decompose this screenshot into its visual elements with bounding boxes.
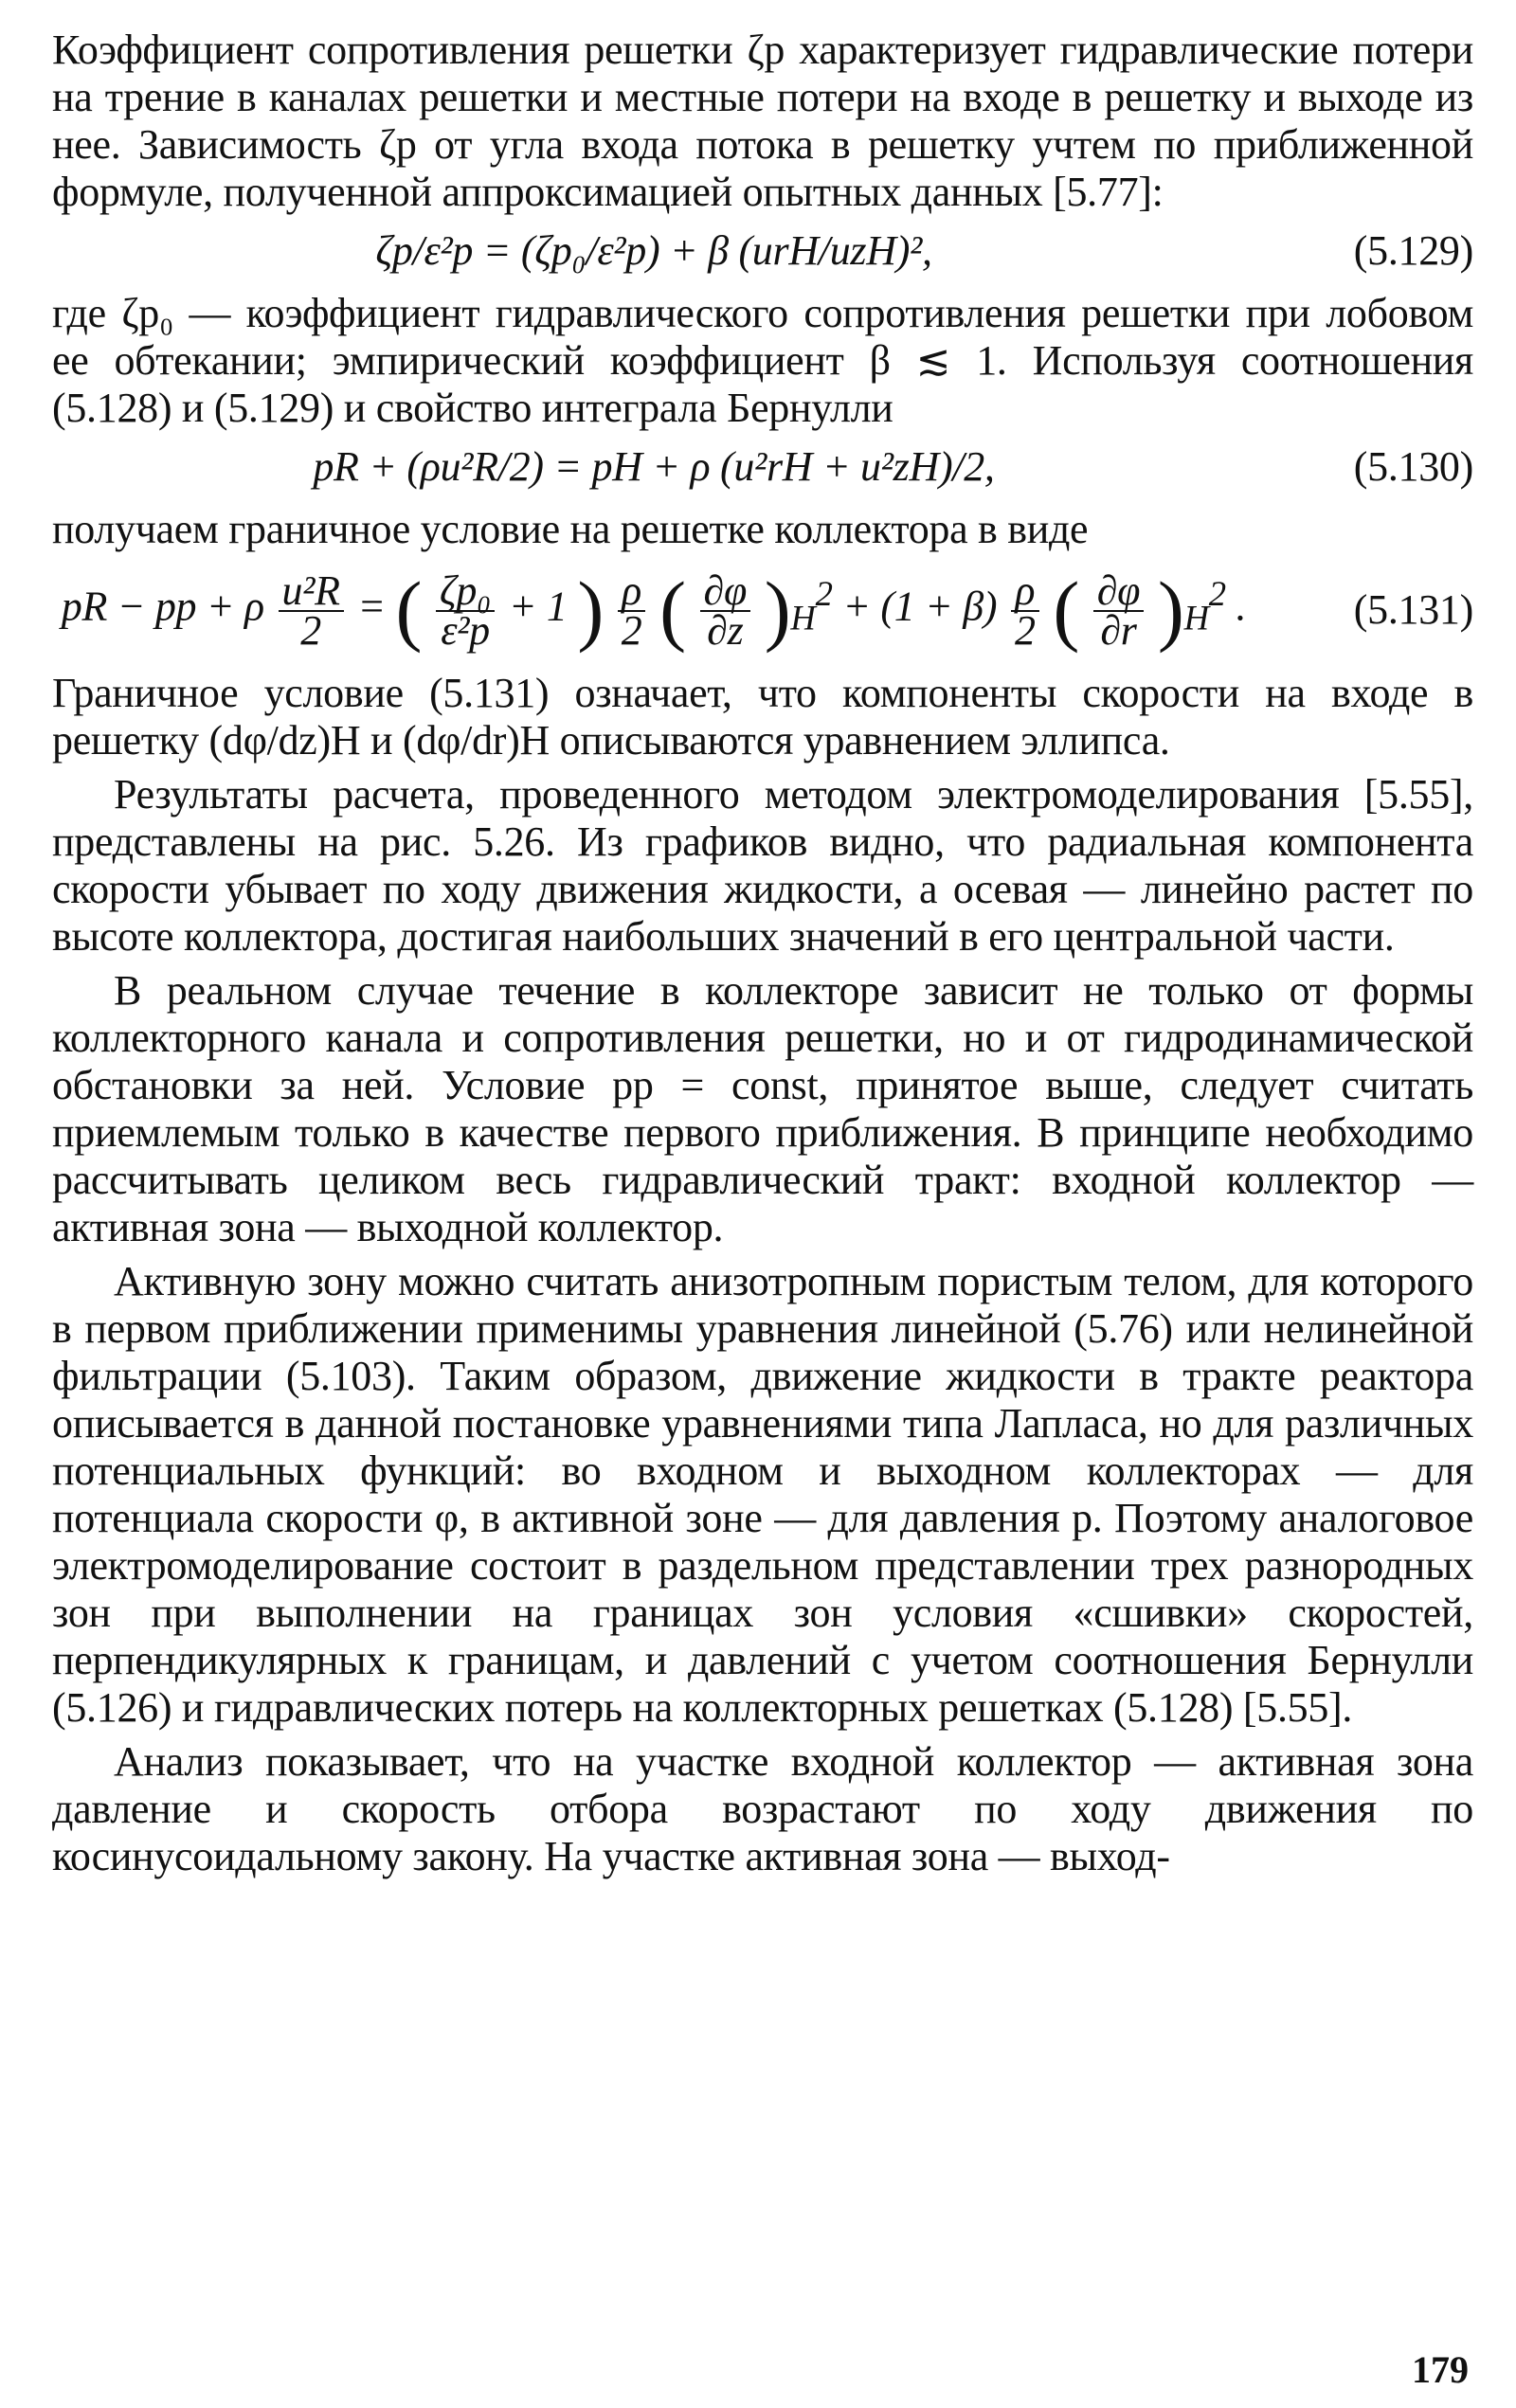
fraction-u-r: $\frac{\text{u²R}}{2}$ [279,572,344,650]
fraction-rho-1: $\frac{\rho}{2}$ [618,572,646,650]
equation-expression: ζр/ε²р = (ζр₀/ε²р) + β (urH/uzH)², [375,227,932,274]
page-number: 179 [1412,2348,1469,2391]
paragraph-grid-resistance: Коэффициент сопротивления решетки ζр характеризует гидравлические потери на трение в каналах решетки и местные потери на входе в решетку и выходе из нее. Зависимость ζр от угла входа потока в решетку учтем по приближенной формуле, полученной аппроксимацией опытных данных [5.77]: [52,27,1473,215]
page-content [52,27,1473,1887]
paragraph-real-case: В реальном случае течение в коллекторе зависит не только от формы коллекторного канала и сопротивления решетки, но и от гидродинамической обстановки за ней. Условие pр = const, принятое выше, следует считать приемлемым только в качестве первого приближения. В принципе необходимо рассчитывать целиком весь гидравлический тракт: входной коллектор — активная зона — выходной коллектор. [52,966,1473,1250]
fraction-dphi-dr: $\frac{\partial\varphi}{\partial r}$ [1093,572,1144,650]
eq-lhs: pR − pр + ρ [61,583,264,630]
equals-sign: = [357,583,386,630]
equation-number: (5.131) [1353,586,1473,634]
paragraph-results: Результаты расчета, проведенного методом электромоделирования [5.55], представлены на рис. 5.26. Из графиков видно, что радиальная компонента скорости убывает по ходу движения жидкости, а осевая — линейно растет по высоте коллектора, достигая наибольших значений в его центральной части. [52,770,1473,960]
equation-5-129 [52,227,1473,275]
paragraph-active-zone: Активную зону можно считать анизотропным пористым телом, для которого в первом приближении применимы уравнения линейной (5.76) или нелинейной фильтрации (5.103). Таким образом, движение жидкости в тракте реактора описывается в данной постановке уравнениями типа Лапласа, но для различных потенциальных функций: во входном и выходном коллекторах — для потенциала скорости φ, в активной зоне — для давления p. Поэтому аналоговое электромоделирование состоит в раздельном представлении трех разнородных зон при выполнении на границах зон условия «сшивки» скоростей, перпендикулярных к границам, и давлений с учетом соотношения Бернулли (5.126) и гидравлических потерь на коллекторных решетках (5.128) [5.55]. [52,1257,1473,1731]
equation-number: (5.129) [1353,227,1473,274]
equation-5-130 [52,443,1473,491]
equation-expression: pR + (ρu²R/2) = pH + ρ (u²rH + u²zH)/2, [313,443,995,490]
paragraph-ellipse: Граничное условие (5.131) означает, что компоненты скорости на входе в решетку (dφ/dz)H и (dφ/dr)H описываются уравнением эллипса. [52,669,1473,764]
fraction-dphi-dz: $\frac{\partial\varphi}{\partial z}$ [700,572,750,650]
eq-middle-term: + (1 + β) [842,583,998,630]
plus-one: + 1 [508,583,568,630]
fraction-rho-2: $\frac{\rho}{2}$ [1011,572,1039,650]
equation-5-131 [52,566,1473,655]
paragraph-boundary-intro: получаем граничное условие на решетке коллектора в виде [52,506,1089,552]
paragraph-zeta-definition: где ζр₀ — коэффициент гидравлического сопротивления решетки при лобовом ее обтекании; эмпирический коэффициент β ≲ 1. Используя соотношения (5.128) и (5.129) и свойство интеграла Бернулли [52,290,1473,431]
equation-expression: pR − pр + ρ $\frac{\text{u²R}}{2}$ = ( $\frac{\text{ζр₀}}{\text{ε²р}}$ + 1 ) $\frac{\rho}{2}$ ( $\frac{\partial\varphi}{\partial z}$ )$_H^2 + (1 + \beta)$ $\frac{\rho}{2}$ ( $\frac{\partial\varphi}{\partial r}$ )$_H^2$ . [61,566,1247,655]
paragraph-analysis: Анализ показывает, что на участке входной коллектор — активная зона давление и скорость отбора возрастают по ходу движения по косинусоидальному закону. На участке активная зона — выход- [52,1737,1473,1879]
equation-number: (5.130) [1353,443,1473,490]
fraction-zeta: $\frac{\text{ζр₀}}{\text{ε²р}}$ [436,572,495,650]
